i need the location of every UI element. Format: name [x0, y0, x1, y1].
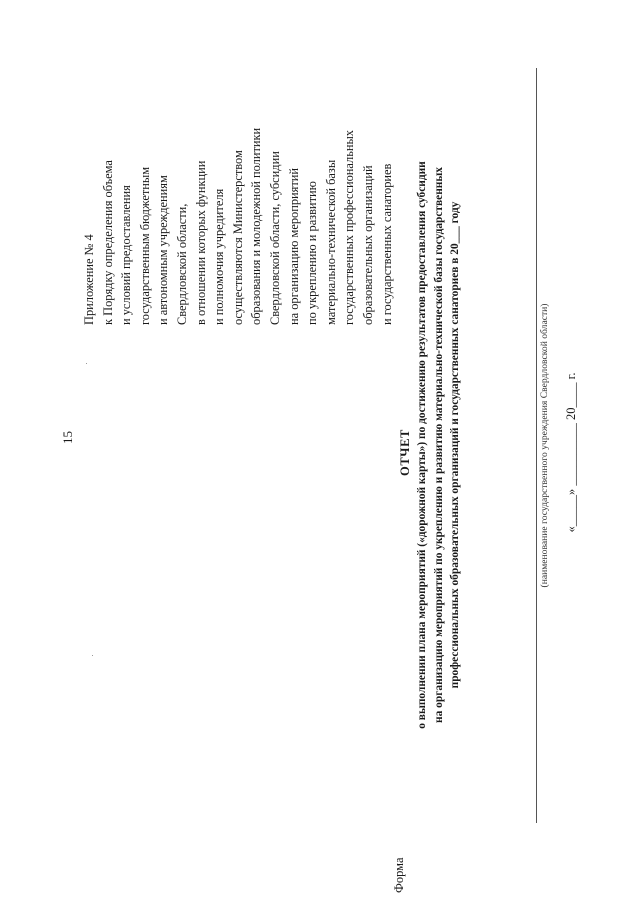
- appendix-line: образования и молодежной политики: [249, 127, 264, 325]
- appendix-line: государственным бюджетным: [137, 166, 152, 325]
- scan-speck: [86, 363, 87, 364]
- institution-name-caption: (наименование государственного учреждения Свердловской области): [539, 303, 550, 588]
- report-title: ОТЧЕТ: [398, 429, 412, 476]
- date-line: «_____» __________ 20____ г.: [564, 372, 578, 533]
- institution-name-line: [536, 68, 537, 823]
- appendix-line: и полномочия учредителя: [212, 188, 227, 325]
- page-number: 15: [60, 431, 75, 444]
- appendix-line: в отношении которых функции: [193, 160, 208, 325]
- subtitle-line: о выполнении плана мероприятий («дорожной карты») по достижению результатов предоставления субсидии: [416, 161, 428, 729]
- appendix-line: к Порядку определения объема: [100, 160, 115, 325]
- appendix-line: государственных профессиональных: [342, 129, 357, 325]
- appendix-line: Свердловской области,: [174, 203, 189, 325]
- appendix-line: осуществляются Министерством: [230, 150, 245, 325]
- appendix-line: на организацию мероприятий: [286, 167, 301, 325]
- appendix-note: [80, 0, 396, 325]
- appendix-line: Приложение № 4: [82, 234, 96, 325]
- appendix-line: по укреплению и развитию: [305, 181, 320, 325]
- appendix-line: и автономным учреждениям: [156, 175, 171, 325]
- appendix-line: образовательных организаций: [360, 165, 375, 325]
- subtitle-line: на организацию мероприятий по укреплению и развитию материально-технической базы государственных: [432, 167, 445, 723]
- appendix-line: и государственных санаториев: [379, 163, 394, 325]
- scan-speck: [92, 655, 93, 656]
- appendix-line: и условий предоставления: [119, 185, 134, 325]
- appendix-line: материально-технической базы: [323, 159, 338, 325]
- report-subtitle: [414, 60, 464, 830]
- subtitle-line: профессиональных образовательных организаций и государственных санаториев в 20___ году: [449, 201, 462, 689]
- form-label: Форма: [392, 857, 406, 893]
- appendix-line: Свердловской области, субсидии: [267, 151, 282, 325]
